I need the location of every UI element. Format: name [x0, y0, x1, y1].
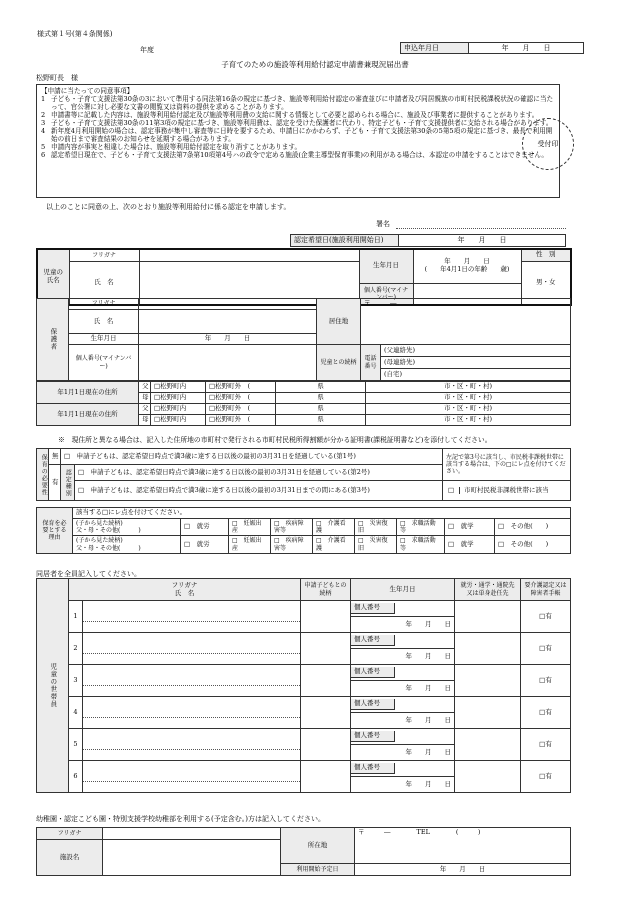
type1-option[interactable]: □ 申請子どもは、認定希望日時点で満3歳に達する日以後の最初の3月31日を経過している(第1号) — [61, 449, 443, 465]
child-mynumber-label: 個人番号(マイナンバー) — [359, 283, 413, 305]
member-name[interactable] — [83, 697, 301, 729]
guardian-table — [36, 298, 571, 381]
member-name[interactable] — [83, 761, 301, 793]
necessity-none[interactable]: 無 — [49, 449, 61, 465]
phone-mother[interactable]: (母連絡先) — [381, 357, 571, 369]
member-name[interactable] — [83, 633, 301, 665]
necessity-has[interactable]: 有 — [49, 465, 61, 501]
member-relation[interactable] — [301, 761, 351, 793]
notice-item: 申請書等に記載した内容は、施設等利用給付認定及び施設等利用費の支給に関する情報として必要と認められる場合に、施設及び事業者に提供することがあります。 — [51, 111, 539, 120]
guardian-birth-label: 生年月日 — [69, 334, 139, 345]
reason-table: 保育を必要とする理由 該当する□にレ点を付けてください。 (子から見た続柄) 父・母・その他( ) □ 就労 □ 妊娠出産 □ 疾病障害等 □ 介護看護 □ 災害復旧 □ 求職活動等 □ 就学 □ その他( ) (子から見た続柄) 父・母・その他( ) □ 就労 □ 妊娠出産 □ 疾病障害等 □ 介護看護 □ 災害復旧 □ 求職活動等 □ 就学 □ その他( ) — [36, 507, 571, 554]
residence-label: 年1月1日現在の住所 — [37, 404, 139, 426]
out-town-checkbox[interactable]: □松野町外 ( — [206, 415, 276, 426]
reason-disaster[interactable]: □ 災害復旧 — [355, 536, 397, 553]
reason-section: 保育を必要とする理由 — [37, 508, 73, 554]
guardian-name-input[interactable] — [139, 310, 317, 334]
member-birth[interactable]: 年 月 日 — [351, 617, 455, 633]
reason-study[interactable]: □ 就学 — [445, 536, 495, 553]
form-title: 子育てのための施設等利用給付認定申請書兼現況届出書 — [221, 60, 409, 69]
member-work[interactable] — [455, 633, 521, 665]
out-town-checkbox[interactable]: □松野町外 ( — [206, 382, 276, 393]
consent-notice: 【申請に当たっての同意事項】 1 子ども・子育て支援法第30条の3において準用する同法第16条の規定に基づき、施設等利用給付認定の審査並びに申請者及び同居親族の市町村民税課税状況の確認に当たって、官公署に対し必要な文書の閲覧又は資料の提供を求めることがあります。 2 申請書等に記載した内容は、施設等利用給付認定及び施設等利用費の支給に関する情報として必要と認められる場合に、施設及び事業者に提供することがあります。 3 子ども・子育て支援法第30条の11第3項の規定に基づき、施設等利用費は、認定を受けた保護者に代わり、特定子ども・子育て支援提供者に支給される場合があります。 4 新年度4月利用開始の場合は、認定事務が集中し審査等に日時を要するため、申請日にかかわらず、子ども・子育て支援法第30条の5第5項の規定に基づき、最長で利用開始の前日まで審査結果のお知らせを延期する場合があります。 5 申請内容が事実と相違した場合は、施設等利用給付認定を取り消すことがあります。 6 認定希望日現在で、子ども・子育て支援法第7条第10項第4号ハの政令で定める施設(企業主導型保育事業)の利用がある場合は、本認定の申請をすることはできません。 — [36, 84, 560, 198]
apply-date-box — [400, 42, 584, 54]
guardian-furigana-label: フリガナ — [69, 299, 139, 310]
form-number: 様式第１号(第４条関係) — [37, 30, 113, 38]
reason-work[interactable]: □ 就労 — [181, 536, 229, 553]
reception-stamp: 受付印 — [522, 118, 574, 170]
notice-item: 子ども・子育て支援法第30条の3において準用する同法第16条の規定に基づき、施設等利用給付認定の審査並びに申請者及び同居親族の市町村民税課税状況の確認に当たって、官公署に対し必要な文書の閲覧又は資料の提供を求めることがあります。 — [51, 95, 554, 112]
facility-table — [36, 827, 571, 876]
side-note: 左記で第3号に該当し、市民税非課税世帯に該当する場合は、下の□にレ点を付けてください。 — [443, 449, 571, 481]
member-relation[interactable] — [301, 665, 351, 697]
facility-furigana-label: フリガナ — [37, 828, 103, 840]
child-furigana-label: フリガナ — [69, 249, 139, 261]
household-section: 児童の世帯員 — [37, 579, 69, 793]
hope-date-value[interactable]: 年 月 日 — [457, 236, 507, 244]
nontax-checkbox[interactable]: □ — [447, 485, 455, 494]
reason-pregnancy[interactable]: □ 妊娠出産 — [229, 519, 271, 536]
hope-date-box — [290, 234, 566, 247]
residence-table: 年1月1日現在の住所 父 □松野町内 □松野町外 ( 県 市・区・町・村) 母 □松野町内 □松野町外 ( 県 市・区・町・村) 年1月1日現在の住所 父 □松野町内 □松野町外 ( 県 市・区・町・村) 母 □松野町内 □松野町外 ( 県 市・区・町・村) — [36, 381, 571, 426]
in-town-checkbox[interactable]: □松野町内 — [151, 404, 206, 415]
notice-item: 申請内容が事実と相違した場合は、施設等利用給付認定を取り消すことがあります。 — [51, 143, 302, 152]
facility-address-label: 所在地 — [281, 828, 355, 864]
notice-item: 新年度4月利用開始の場合は、認定事務が集中し審査等に日時を要するため、申請日にかかわらず、子ども・子育て支援法第30条の5第5項の規定に基づき、最長で利用開始の前日まで審査結果のお知らせを延期する場合があります。 — [51, 127, 553, 144]
reason-study[interactable]: □ 就学 — [445, 519, 495, 536]
child-furigana-input[interactable] — [139, 249, 359, 261]
reason-jobsearch[interactable]: □ 求職活動等 — [397, 536, 445, 553]
member-mynumber-label: 個人番号 — [351, 667, 395, 678]
member-mynumber-label: 個人番号 — [351, 699, 395, 710]
member-name[interactable] — [83, 729, 301, 761]
member-care-checkbox[interactable]: □有 — [521, 601, 571, 633]
phone-father[interactable]: (父連絡先) — [381, 345, 571, 357]
reason-disaster[interactable]: □ 災害復旧 — [355, 519, 397, 536]
member-mynumber-label: 個人番号 — [351, 763, 395, 774]
reason-pregnancy[interactable]: □ 妊娠出産 — [229, 536, 271, 553]
fiscal-year: 年度 — [140, 46, 154, 54]
out-town-checkbox[interactable]: □松野町外 ( — [206, 404, 276, 415]
member-birth[interactable]: 年 月 日 — [351, 681, 455, 697]
member-relation[interactable] — [301, 697, 351, 729]
member-birth[interactable]: 年 月 日 — [351, 649, 455, 665]
reason-care[interactable]: □ 介護看護 — [313, 536, 355, 553]
type2-option[interactable]: □ 申請子どもは、認定希望日時点で満3歳に達する日以後の最初の3月31日を経過している(第2号) — [75, 465, 443, 481]
member-name[interactable] — [83, 601, 301, 633]
guardian-mynumber-input[interactable] — [139, 345, 317, 381]
member-work[interactable] — [455, 665, 521, 697]
guardian-address-input[interactable]: 〒 ― — [361, 299, 571, 345]
addressee: 松野町長 様 — [36, 74, 78, 82]
in-town-checkbox[interactable]: □松野町内 — [151, 393, 206, 404]
member-relation[interactable] — [301, 601, 351, 633]
member-mynumber-label: 個人番号 — [351, 731, 395, 742]
hope-date-label: 認定希望日(施設利用開始日) — [291, 235, 399, 246]
member-work[interactable] — [455, 761, 521, 793]
reason-illness[interactable]: □ 疾病障害等 — [271, 519, 313, 536]
member-work[interactable] — [455, 729, 521, 761]
necessity-table: 保育の必要性 無 □ 申請子どもは、認定希望日時点で満3歳に達する日以後の最初の3月31日を経過している(第1号) 左記で第3号に該当し、市民税非課税世帯に該当する場合は、下の□にレ点を付けてください。 有 認定種別 □ 申請子どもは、認定希望日時点で満3歳に達する日以後の最初の3月31日を経過している(第2号) □ 申請子どもは、認定希望日時点で満3歳に達する日以後の最初の3月31日までの間にある(第3号) □ 市町村民税非課税世帯に該当 — [36, 448, 571, 501]
notice-heading: 【申請に当たっての同意事項】 — [41, 87, 134, 95]
agree-text: 以上のことに同意の上、次のとおり施設等利用給付に係る認定を申請します。 — [46, 203, 291, 211]
child-section: 児童の氏名 — [37, 249, 69, 305]
guardian-birth-input[interactable]: 年 月 日 — [139, 334, 317, 345]
household-intro: 同居者を全員記入してください。 — [36, 570, 141, 578]
necessity-section: 保育の必要性 — [37, 449, 49, 501]
member-birth[interactable]: 年 月 日 — [351, 777, 455, 793]
start-date-input[interactable]: 年 月 日 — [355, 864, 571, 876]
child-birth-input[interactable]: 年 月 日 ( 年4月1日の年齢 歳) — [413, 249, 521, 283]
member-work[interactable] — [455, 601, 521, 633]
member-work[interactable] — [455, 697, 521, 729]
guardian-address-label: 居住地 — [317, 299, 361, 345]
phone-home[interactable]: (自宅) — [381, 369, 571, 381]
member-relation[interactable] — [301, 633, 351, 665]
in-town-checkbox[interactable]: □松野町内 — [151, 382, 206, 393]
signature-line[interactable] — [396, 228, 566, 229]
reason-instruction: 該当する□にレ点を付けてください。 — [73, 508, 571, 519]
guardian-furigana-input[interactable] — [139, 299, 317, 310]
in-town-checkbox[interactable]: □松野町内 — [151, 415, 206, 426]
notice-item: 認定希望日現在で、子ども・子育て支援法第7条第10項第4号ハの政令で定める施設(企業主導型保育事業)の利用がある場合は、本認定の申請をすることはできません。 — [51, 151, 548, 160]
reason-illness[interactable]: □ 疾病障害等 — [271, 536, 313, 553]
member-relation[interactable] — [301, 729, 351, 761]
member-care-checkbox[interactable]: □有 — [521, 729, 571, 761]
reason-other[interactable]: □ その他( ) — [495, 536, 571, 553]
type3-option[interactable]: □ 申請子どもは、認定希望日時点で満3歳に達する日以後の最初の3月31日までの間にある(第3号) — [75, 481, 443, 501]
guardian-section: 保護者 — [37, 299, 69, 381]
facility-address-input[interactable]: 〒 ― TEL ( ) — [355, 828, 571, 864]
reason-other[interactable]: □ その他( ) — [495, 519, 571, 536]
child-birth-label: 生年月日 — [359, 249, 413, 283]
guardian-relation-label: 児童との続柄 — [317, 345, 361, 381]
apply-date-label: 申込年月日 — [401, 43, 469, 53]
member-care-checkbox[interactable]: □有 — [521, 665, 571, 697]
facility-name-input[interactable] — [103, 840, 281, 876]
member-birth[interactable]: 年 月 日 — [351, 713, 455, 729]
signature-label: 署名 — [376, 220, 390, 228]
child-name-label: 氏 名 — [69, 261, 139, 305]
residence-label: 年1月1日現在の住所 — [37, 382, 139, 404]
member-birth[interactable]: 年 月 日 — [351, 745, 455, 761]
reason-jobsearch[interactable]: □ 求職活動等 — [397, 519, 445, 536]
residence-note: ※ 現住所と異なる場合は、記入した住所地の市町村で発行される市町村民税所得割額が分かる証明書(課税証明書など)を添付してください。 — [58, 436, 492, 444]
start-date-label: 利用開始予定日 — [281, 864, 355, 876]
reason-care[interactable]: □ 介護看護 — [313, 519, 355, 536]
facility-furigana-input[interactable] — [103, 828, 281, 840]
child-sex-label: 性 別 — [521, 249, 571, 261]
member-care-checkbox[interactable]: □有 — [521, 761, 571, 793]
guardian-mynumber-label: 個人番号(マイナンバー) — [69, 345, 139, 381]
household-table: 児童の世帯員 フリガナ 氏 名 申請子どもとの続柄 生年月日 就労・通学・通院先又は単身赴任先 要介護認定又は障害者手帳 1 個人番号 □有 年 月 日 2 個人番号 □有 年 月 日 3 個人番号 □有 年 月 日 4 個人番号 □有 年 月 日 5 個人番号 □有 年 月 日 6 個人番号 □有 年 月 日 — [36, 578, 571, 793]
guardian-name-label: 氏 名 — [69, 310, 139, 334]
reason-work[interactable]: □ 就労 — [181, 519, 229, 536]
member-name[interactable] — [83, 665, 301, 697]
member-mynumber-label: 個人番号 — [351, 635, 395, 646]
facility-intro: 幼稚園・認定こども園・特別支援学校幼稚部を利用する(予定含む。)方は記入してください。 — [36, 815, 325, 823]
guardian-phone-label: 電話番号 — [361, 345, 381, 381]
child-sex-value[interactable]: 男・女 — [521, 261, 571, 305]
member-care-checkbox[interactable]: □有 — [521, 697, 571, 729]
notice-item: 子ども・子育て支援法第30条の11第3項の規定に基づき、施設等利用費は、認定を受けた保護者に代わり、特定子ども・子育て支援提供者に支給される場合があります。 — [51, 119, 553, 128]
member-care-checkbox[interactable]: □有 — [521, 633, 571, 665]
out-town-checkbox[interactable]: □松野町外 ( — [206, 393, 276, 404]
member-mynumber-label: 個人番号 — [351, 603, 395, 614]
facility-name-label: 施設名 — [37, 840, 103, 876]
apply-date-value[interactable]: 年 月 日 — [501, 44, 551, 52]
